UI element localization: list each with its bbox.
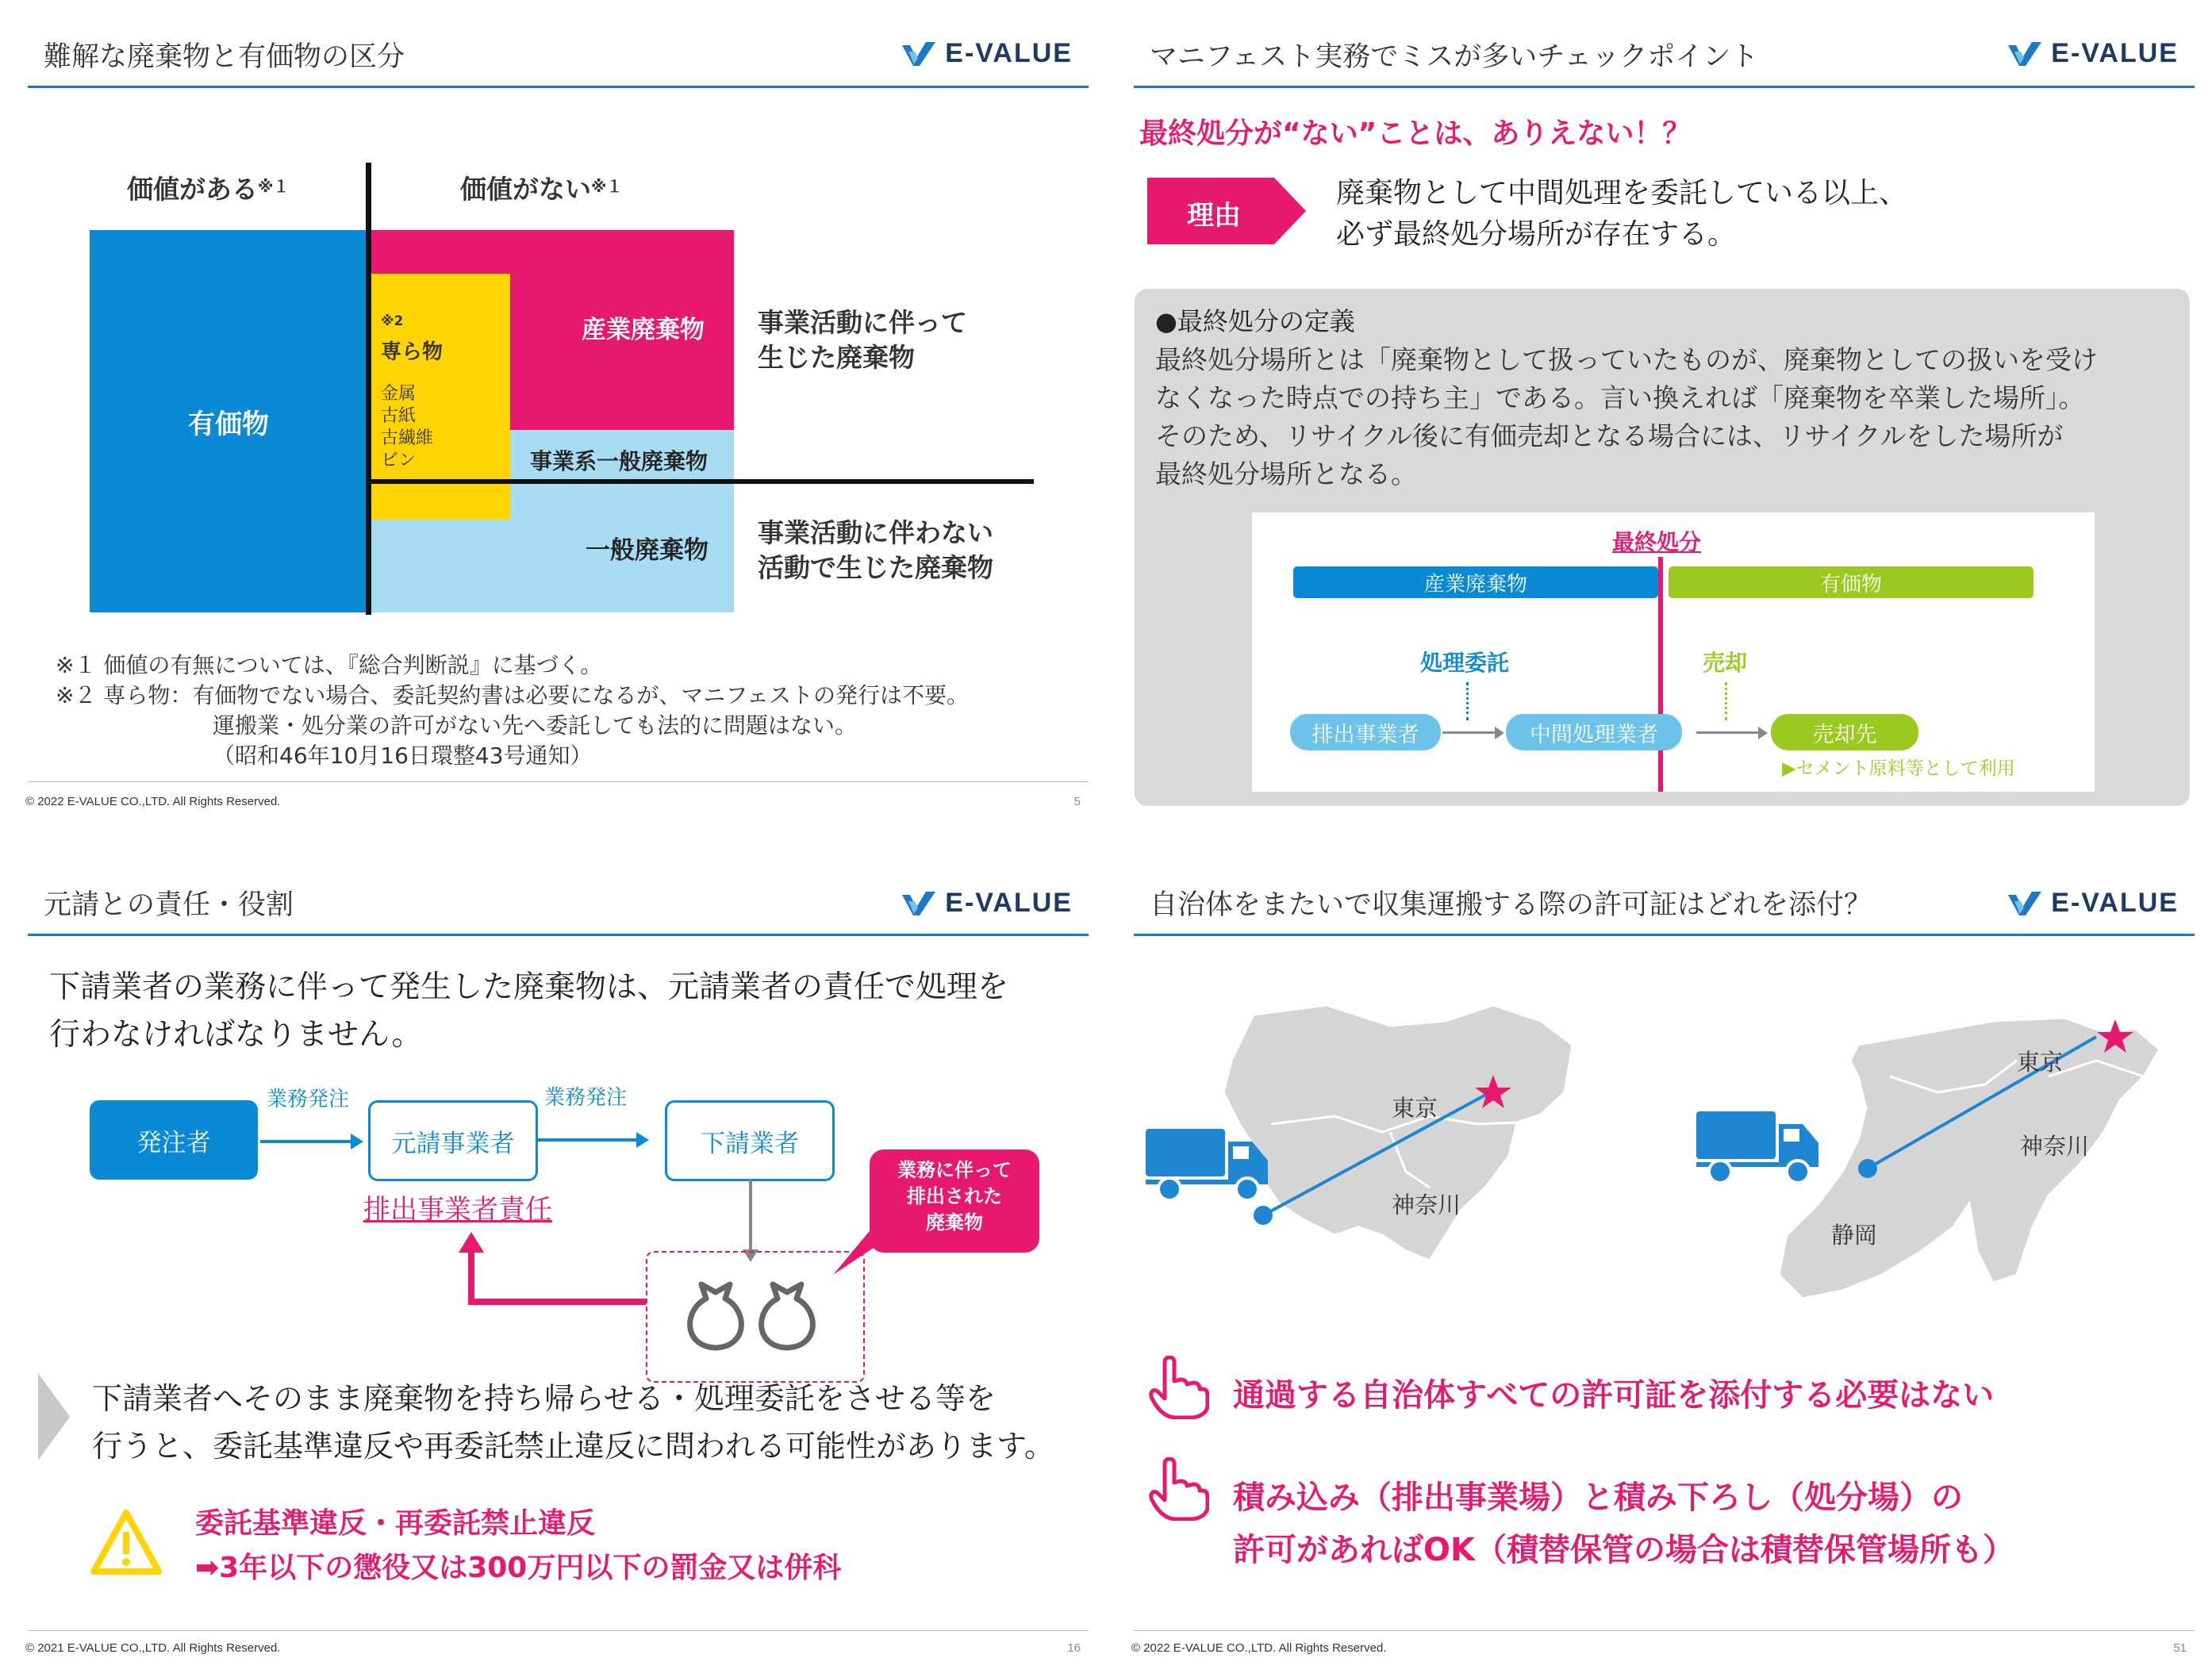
emitter-responsibility: 排出事業者責任 bbox=[363, 1194, 552, 1226]
map2-label-kanagawa: 神奈川 bbox=[2020, 1133, 2090, 1160]
point-1: 通過する自治体すべての許可証を添付する必要はない bbox=[1233, 1377, 1995, 1414]
logo-text: E-VALUE bbox=[2051, 888, 2179, 918]
pointing-hand-icon bbox=[1147, 1356, 1209, 1419]
arrowhead-icon bbox=[1758, 727, 1768, 739]
reason-tag bbox=[1147, 178, 1306, 248]
sale-dotted-arrow bbox=[1725, 682, 1727, 720]
final-disposal-diagram bbox=[1252, 512, 2095, 792]
copyright: © 2021 E-VALUE CO.,LTD. All Rights Reserved. bbox=[25, 1641, 281, 1655]
logo-text: E-VALUE bbox=[945, 38, 1073, 68]
logo-text: E-VALUE bbox=[2051, 38, 2179, 68]
arrowhead-up-icon bbox=[459, 1232, 484, 1253]
reason-text: 廃棄物として中間処理を委託している以上、 必ず最終処分場所が存在する。 bbox=[1336, 177, 1908, 251]
triangle-bullet-icon bbox=[38, 1373, 70, 1460]
penalty-text: 委託基準違反・再委託禁止違反 ➡3年以下の懲役又は300万円以下の罰金又は併科 bbox=[195, 1507, 842, 1584]
waste-bags-icon bbox=[678, 1270, 836, 1357]
final-disposal-label: 最終処分 bbox=[1612, 529, 1702, 555]
company-logo bbox=[2007, 888, 2179, 919]
senpai-title: 専ら物 bbox=[381, 340, 444, 364]
page-number: 51 bbox=[2173, 1641, 2187, 1655]
slide-title: 難解な廃棄物と有価物の区分 bbox=[44, 41, 405, 73]
header-divider bbox=[1134, 86, 2195, 88]
slide-title: マニフェスト実務でミスが多いチェックポイント bbox=[1150, 41, 1759, 73]
footnotes: ※１ 価値の有無については、『総合判断説』に基づく。 ※２ 専ら物：有価物でない場合、委託契約書は必要になるが、マニフェストの発行は不要。 運搬業・処分業の許可がない先へ委託しても法的に問題はない。 （昭和46年10月16日環整43号通知） bbox=[56, 652, 969, 769]
return-arrow-horizontal bbox=[468, 1299, 646, 1305]
valuable-block bbox=[90, 230, 367, 612]
definition-title: ●最終処分の定義 bbox=[1155, 306, 1355, 336]
return-arrow-vertical bbox=[468, 1249, 474, 1305]
page-number: 5 bbox=[1073, 795, 1081, 808]
node-emitter: 排出事業者 bbox=[1290, 714, 1441, 750]
company-logo bbox=[2007, 38, 2179, 69]
footer-divider bbox=[28, 1630, 1089, 1631]
arrow-sub-to-waste bbox=[749, 1180, 752, 1253]
business-activity-label: 事業活動に伴って 生じた廃棄物 bbox=[758, 307, 967, 373]
senpai-items: 金属 古紙 古繊維 ビン bbox=[381, 384, 434, 470]
header-valuable: 価値がある$^{※1}$ bbox=[127, 174, 290, 205]
map2-label-shizuoka: 静岡 bbox=[1831, 1222, 1878, 1249]
arrow-emitter-to-intermediate bbox=[1442, 731, 1498, 734]
logo-mark-icon bbox=[901, 40, 937, 67]
label-sale: 売却 bbox=[1703, 650, 1748, 676]
map2-label-tokyo: 東京 bbox=[2017, 1049, 2064, 1076]
node-buyer: 売却先 bbox=[1771, 714, 1918, 750]
arrowhead-icon bbox=[351, 1134, 363, 1149]
reason-label: 理由 bbox=[1187, 200, 1241, 232]
slide-final-disposal bbox=[1106, 0, 2212, 838]
warning-icon bbox=[89, 1508, 163, 1576]
footer-divider bbox=[28, 781, 1089, 782]
pointing-hand-icon bbox=[1147, 1457, 1209, 1521]
headline: 最終処分が“ない”ことは、ありえない！？ bbox=[1139, 117, 1692, 150]
body-text: 下請業者へそのまま廃棄物を持ち帰らせる・処理委託をさせる等を 行うと、委託基準違反や再委託禁止違反に問われる可能性があります。 bbox=[92, 1381, 1054, 1464]
node-intermediate: 中間処理業者 bbox=[1506, 714, 1682, 750]
horizontal-divider bbox=[366, 479, 1034, 484]
box-client: 発注者 bbox=[90, 1100, 258, 1180]
truck-icon bbox=[1696, 1107, 1823, 1186]
non-business-activity-label: 事業活動に伴わない 活動で生じた廃棄物 bbox=[758, 517, 993, 583]
label-entrust: 処理委託 bbox=[1420, 650, 1510, 676]
map1-label-kanagawa: 神奈川 bbox=[1392, 1192, 1461, 1218]
arrowhead-icon bbox=[1495, 727, 1504, 739]
arrow-client-to-prime bbox=[260, 1140, 354, 1143]
vertical-divider bbox=[366, 163, 371, 615]
header-divider bbox=[28, 934, 1089, 936]
page-number: 16 bbox=[1067, 1641, 1081, 1655]
slide-prime-contractor bbox=[0, 838, 1106, 1677]
truck-icon bbox=[1146, 1124, 1273, 1203]
slide-permit-cross-municipality bbox=[1106, 838, 2212, 1677]
slide-waste-classification bbox=[0, 0, 1106, 838]
point-2: 積み込み（排出事業場）と積み下ろし（処分場）の 許可があればOK（積替保管の場合は積替保管場所も） bbox=[1233, 1479, 2014, 1568]
definition-body: 最終処分場所とは「廃棄物として扱っていたものが、廃棄物としての扱いを受け なくなった時点での持ち主」である。言い換えれば「廃棄物を卒業した場所」。 そのため、リサイクル後に有価売却となる場合には、リサイクルをした場所が 最終処分場所となる。 bbox=[1155, 344, 2098, 489]
logo-mark-icon bbox=[901, 890, 937, 917]
company-logo bbox=[901, 38, 1073, 69]
slide-title: 自治体をまたいで収集運搬する際の許可証はどれを添付？ bbox=[1150, 889, 1872, 921]
intro-text: 下請業者の業務に伴って発生した廃棄物は、元請業者の責任で処理を 行わなければなりません。 bbox=[49, 969, 1009, 1053]
map1-label-tokyo: 東京 bbox=[1392, 1095, 1438, 1122]
header-not-valuable: 価値がない$^{※1}$ bbox=[460, 174, 623, 205]
logo-mark-icon bbox=[2007, 890, 2043, 917]
business-general-waste-label: 事業系一般廃棄物 bbox=[530, 448, 709, 474]
slide-title: 元請との責任・役割 bbox=[44, 889, 294, 921]
box-subcontractor: 下請業者 bbox=[665, 1100, 835, 1181]
buyer-note: ▶セメント原料等として利用 bbox=[1782, 758, 2015, 779]
copyright: © 2022 E-VALUE CO.,LTD. All Rights Reserved. bbox=[1131, 1641, 1387, 1655]
final-disposal-line bbox=[1658, 557, 1663, 792]
bar-industrial-waste: 産業廃棄物 bbox=[1293, 566, 1658, 598]
arrow-prime-to-sub bbox=[538, 1138, 639, 1142]
logo-mark-icon bbox=[2007, 40, 2043, 67]
header-divider bbox=[1134, 934, 2195, 936]
arrow-label-order-2: 業務発注 bbox=[544, 1086, 628, 1110]
arrow-label-order-1: 業務発注 bbox=[267, 1088, 350, 1111]
copyright: © 2022 E-VALUE CO.,LTD. All Rights Reserved. bbox=[25, 795, 281, 808]
speech-bubble-text: 業務に伴って 排出された 廃棄物 bbox=[897, 1159, 1012, 1234]
arrowhead-icon bbox=[636, 1132, 649, 1148]
box-prime-contractor: 元請事業者 bbox=[368, 1100, 538, 1181]
entrust-dotted-arrow bbox=[1466, 682, 1469, 720]
company-logo bbox=[901, 888, 1073, 919]
industrial-waste-label: 産業廃棄物 bbox=[582, 316, 705, 344]
arrow-intermediate-to-buyer bbox=[1696, 731, 1760, 734]
footer-divider bbox=[1134, 1630, 2195, 1631]
valuable-label: 有価物 bbox=[188, 408, 269, 440]
waste-box bbox=[646, 1251, 865, 1383]
header-divider bbox=[28, 86, 1089, 88]
senpai-note: ※2 bbox=[381, 313, 404, 329]
logo-text: E-VALUE bbox=[945, 888, 1073, 918]
general-waste-label: 一般廃棄物 bbox=[586, 536, 709, 565]
bar-valuables: 有価物 bbox=[1669, 566, 2033, 598]
